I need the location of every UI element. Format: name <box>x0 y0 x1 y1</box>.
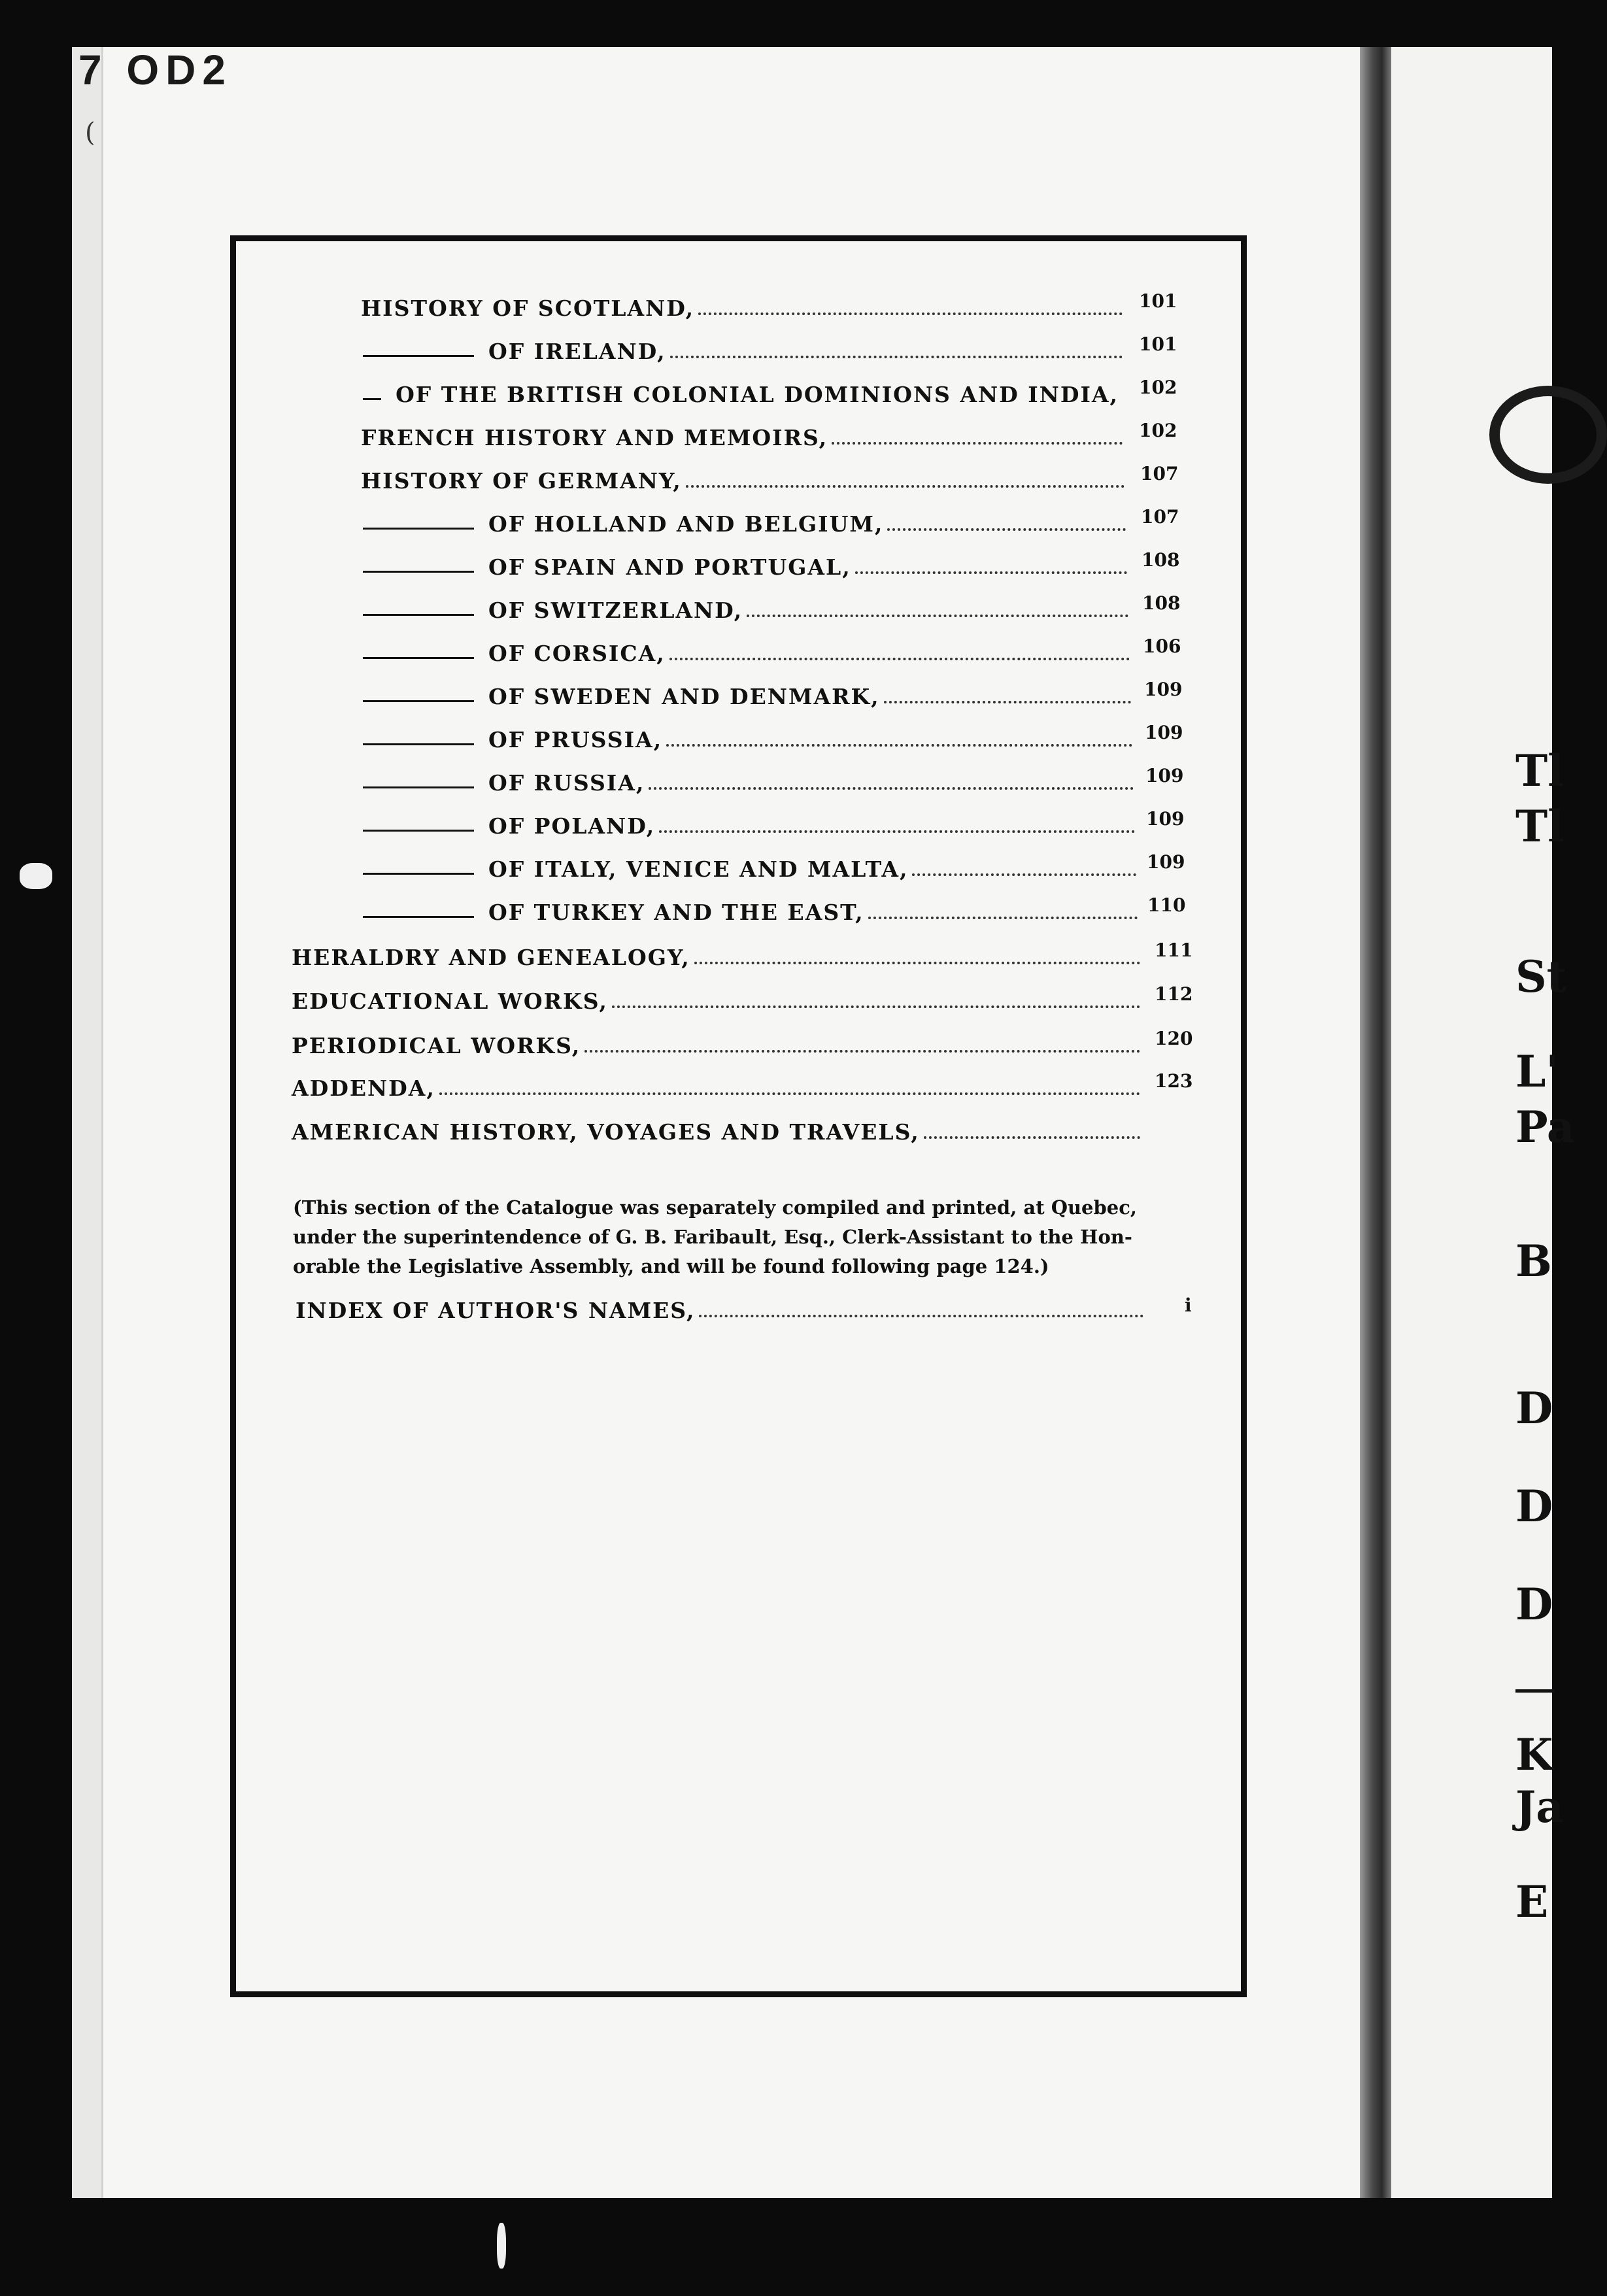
toc-entry <box>363 554 1132 580</box>
toc-entry-page: 111 <box>1155 939 1193 961</box>
toc-entry-label: OF CORSICA, <box>488 641 666 666</box>
ditto-dash <box>363 657 474 659</box>
right-page-fragment: Tl <box>1515 745 1565 796</box>
toc-entry <box>292 988 1145 1014</box>
toc-entry <box>363 382 1128 407</box>
dot-leader <box>924 1136 1140 1139</box>
toc-entry-index <box>296 1298 1149 1323</box>
toc-frame <box>230 235 1247 1997</box>
margin-speck <box>497 2223 506 2269</box>
ditto-dash <box>363 743 474 745</box>
toc-entry-page: 108 <box>1142 592 1181 614</box>
toc-entry-page: 112 <box>1155 983 1193 1005</box>
ditto-dash <box>363 873 474 875</box>
page-edge <box>72 47 103 2198</box>
toc-entry <box>292 945 1145 970</box>
toc-entry <box>363 598 1134 623</box>
dot-leader <box>747 615 1128 617</box>
ditto-dash <box>363 355 474 357</box>
note-line: orable the Legislative Assembly, and will be found following page 124.) <box>293 1255 1049 1277</box>
toc-entry-label: HISTORY OF SCOTLAND, <box>361 295 695 321</box>
toc-entry-page: 109 <box>1144 679 1183 700</box>
toc-entry-page: 109 <box>1145 722 1183 743</box>
toc-entry-label: OF PRUSSIA, <box>488 727 663 752</box>
toc-entry-label: EDUCATIONAL WORKS, <box>292 988 608 1014</box>
right-page-fragment: Pa <box>1515 1102 1575 1153</box>
ditto-dash <box>363 571 474 573</box>
toc-entry-label: OF TURKEY AND THE EAST, <box>488 900 864 925</box>
ditto-dash <box>363 700 474 702</box>
dot-leader <box>670 356 1123 358</box>
toc-entry-label: OF THE BRITISH COLONIAL DOMINIONS AND INDIA, <box>396 382 1119 407</box>
catalogue-mark: 7 OD2 <box>78 46 232 93</box>
toc-entry-label: HERALDRY AND GENEALOGY, <box>292 945 690 970</box>
dot-leader <box>912 873 1136 876</box>
toc-entry-label: OF POLAND, <box>488 813 656 839</box>
toc-entry-page: i <box>1185 1294 1192 1316</box>
toc-entry-label: OF ITALY, VENICE AND MALTA, <box>488 856 909 882</box>
book-gutter <box>1360 47 1391 2198</box>
toc-entry <box>292 1119 1145 1145</box>
ditto-dash <box>363 916 474 918</box>
right-page-fragment: E <box>1515 1876 1549 1927</box>
toc-entry <box>292 1075 1145 1101</box>
dot-leader <box>666 744 1132 747</box>
toc-entry-page: 110 <box>1147 894 1186 916</box>
toc-entry-label: ADDENDA, <box>292 1075 435 1101</box>
dot-leader <box>698 312 1123 315</box>
toc-entry-page: 107 <box>1140 463 1179 484</box>
dot-leader <box>699 1315 1143 1317</box>
toc-entry-label: HISTORY OF GERMANY, <box>361 468 682 494</box>
toc-entry-label: OF HOLLAND AND BELGIUM, <box>488 511 884 537</box>
toc-entry-page: 120 <box>1155 1028 1193 1049</box>
dot-leader <box>649 787 1134 790</box>
right-page-fragment: St <box>1515 951 1567 1002</box>
dot-leader <box>868 917 1138 919</box>
dot-leader <box>832 442 1123 445</box>
toc-entry <box>361 295 1128 321</box>
toc-entry-page: 102 <box>1139 420 1177 441</box>
toc-entry-page: 123 <box>1155 1070 1193 1092</box>
right-page-fragment: D <box>1515 1579 1553 1630</box>
right-page-fragment: Ja <box>1515 1781 1564 1832</box>
toc-entry-page: 102 <box>1139 377 1177 398</box>
toc-entry <box>363 339 1128 364</box>
toc-entry-page: 109 <box>1145 765 1184 786</box>
toc-entry-page: 108 <box>1142 549 1180 571</box>
dot-leader <box>439 1092 1140 1095</box>
toc-entry <box>363 684 1136 709</box>
ditto-dash <box>363 786 474 788</box>
margin-speck <box>20 863 52 889</box>
catalogue-mark-2: ( <box>85 118 95 148</box>
right-page-fragment: Tl <box>1515 801 1565 852</box>
dot-leader <box>884 701 1131 703</box>
toc-entry-page: 107 <box>1141 506 1179 528</box>
toc-entry-page: 109 <box>1146 808 1185 830</box>
toc-entry-page: 106 <box>1143 635 1181 657</box>
toc-entry-label: OF SWITZERLAND, <box>488 598 743 623</box>
toc-entry <box>363 900 1143 925</box>
right-page-fragment: B <box>1515 1236 1552 1287</box>
toc-entry-label: FRENCH HISTORY AND MEMOIRS, <box>361 425 828 450</box>
toc-entry-label: AMERICAN HISTORY, VOYAGES AND TRAVELS, <box>292 1119 920 1145</box>
dot-leader <box>855 571 1127 574</box>
toc-entry-label: OF IRELAND, <box>488 339 666 364</box>
toc-entry <box>292 1033 1145 1058</box>
dot-leader <box>612 1005 1140 1008</box>
toc-entry-page: 101 <box>1139 290 1177 312</box>
ditto-dash <box>363 528 474 530</box>
toc-entry-label: OF RUSSIA, <box>488 770 645 796</box>
toc-entry-label: OF SPAIN AND PORTUGAL, <box>488 554 851 580</box>
toc-entry <box>361 468 1130 494</box>
title-letter-fragment <box>1489 386 1607 484</box>
divider-rule <box>1515 1689 1555 1693</box>
toc-entry-label: PERIODICAL WORKS, <box>292 1033 581 1058</box>
right-page-fragment: D <box>1515 1481 1553 1532</box>
toc-entry <box>363 511 1131 537</box>
right-page-fragment: D <box>1515 1383 1553 1434</box>
toc-entry <box>363 770 1139 796</box>
toc-entry <box>363 727 1138 752</box>
toc-entry <box>363 856 1142 882</box>
toc-entry <box>361 425 1128 450</box>
toc-entry <box>363 813 1140 839</box>
dot-leader <box>887 528 1126 531</box>
dot-leader <box>659 830 1135 833</box>
toc-entry-page: 109 <box>1147 851 1185 873</box>
ditto-dash <box>363 830 474 832</box>
toc-note <box>293 1193 1176 1281</box>
dot-leader <box>584 1050 1140 1053</box>
dot-leader <box>686 485 1125 488</box>
note-line: (This section of the Catalogue was separately compiled and printed, at Quebec, <box>293 1196 1137 1219</box>
toc-entry <box>363 641 1135 666</box>
ditto-dash <box>363 398 381 400</box>
note-line: under the superintendence of G. B. Faribault, Esq., Clerk-Assistant to the Hon- <box>293 1226 1132 1248</box>
dot-leader <box>669 658 1130 660</box>
right-page-fragment: L' <box>1515 1046 1559 1097</box>
right-page-fragment: K <box>1515 1729 1553 1780</box>
toc-entry-label: INDEX OF AUTHOR'S NAMES, <box>296 1298 696 1323</box>
toc-entry-label: OF SWEDEN AND DENMARK, <box>488 684 880 709</box>
toc-entry-page: 101 <box>1139 333 1177 355</box>
dot-leader <box>694 962 1140 964</box>
ditto-dash <box>363 614 474 616</box>
